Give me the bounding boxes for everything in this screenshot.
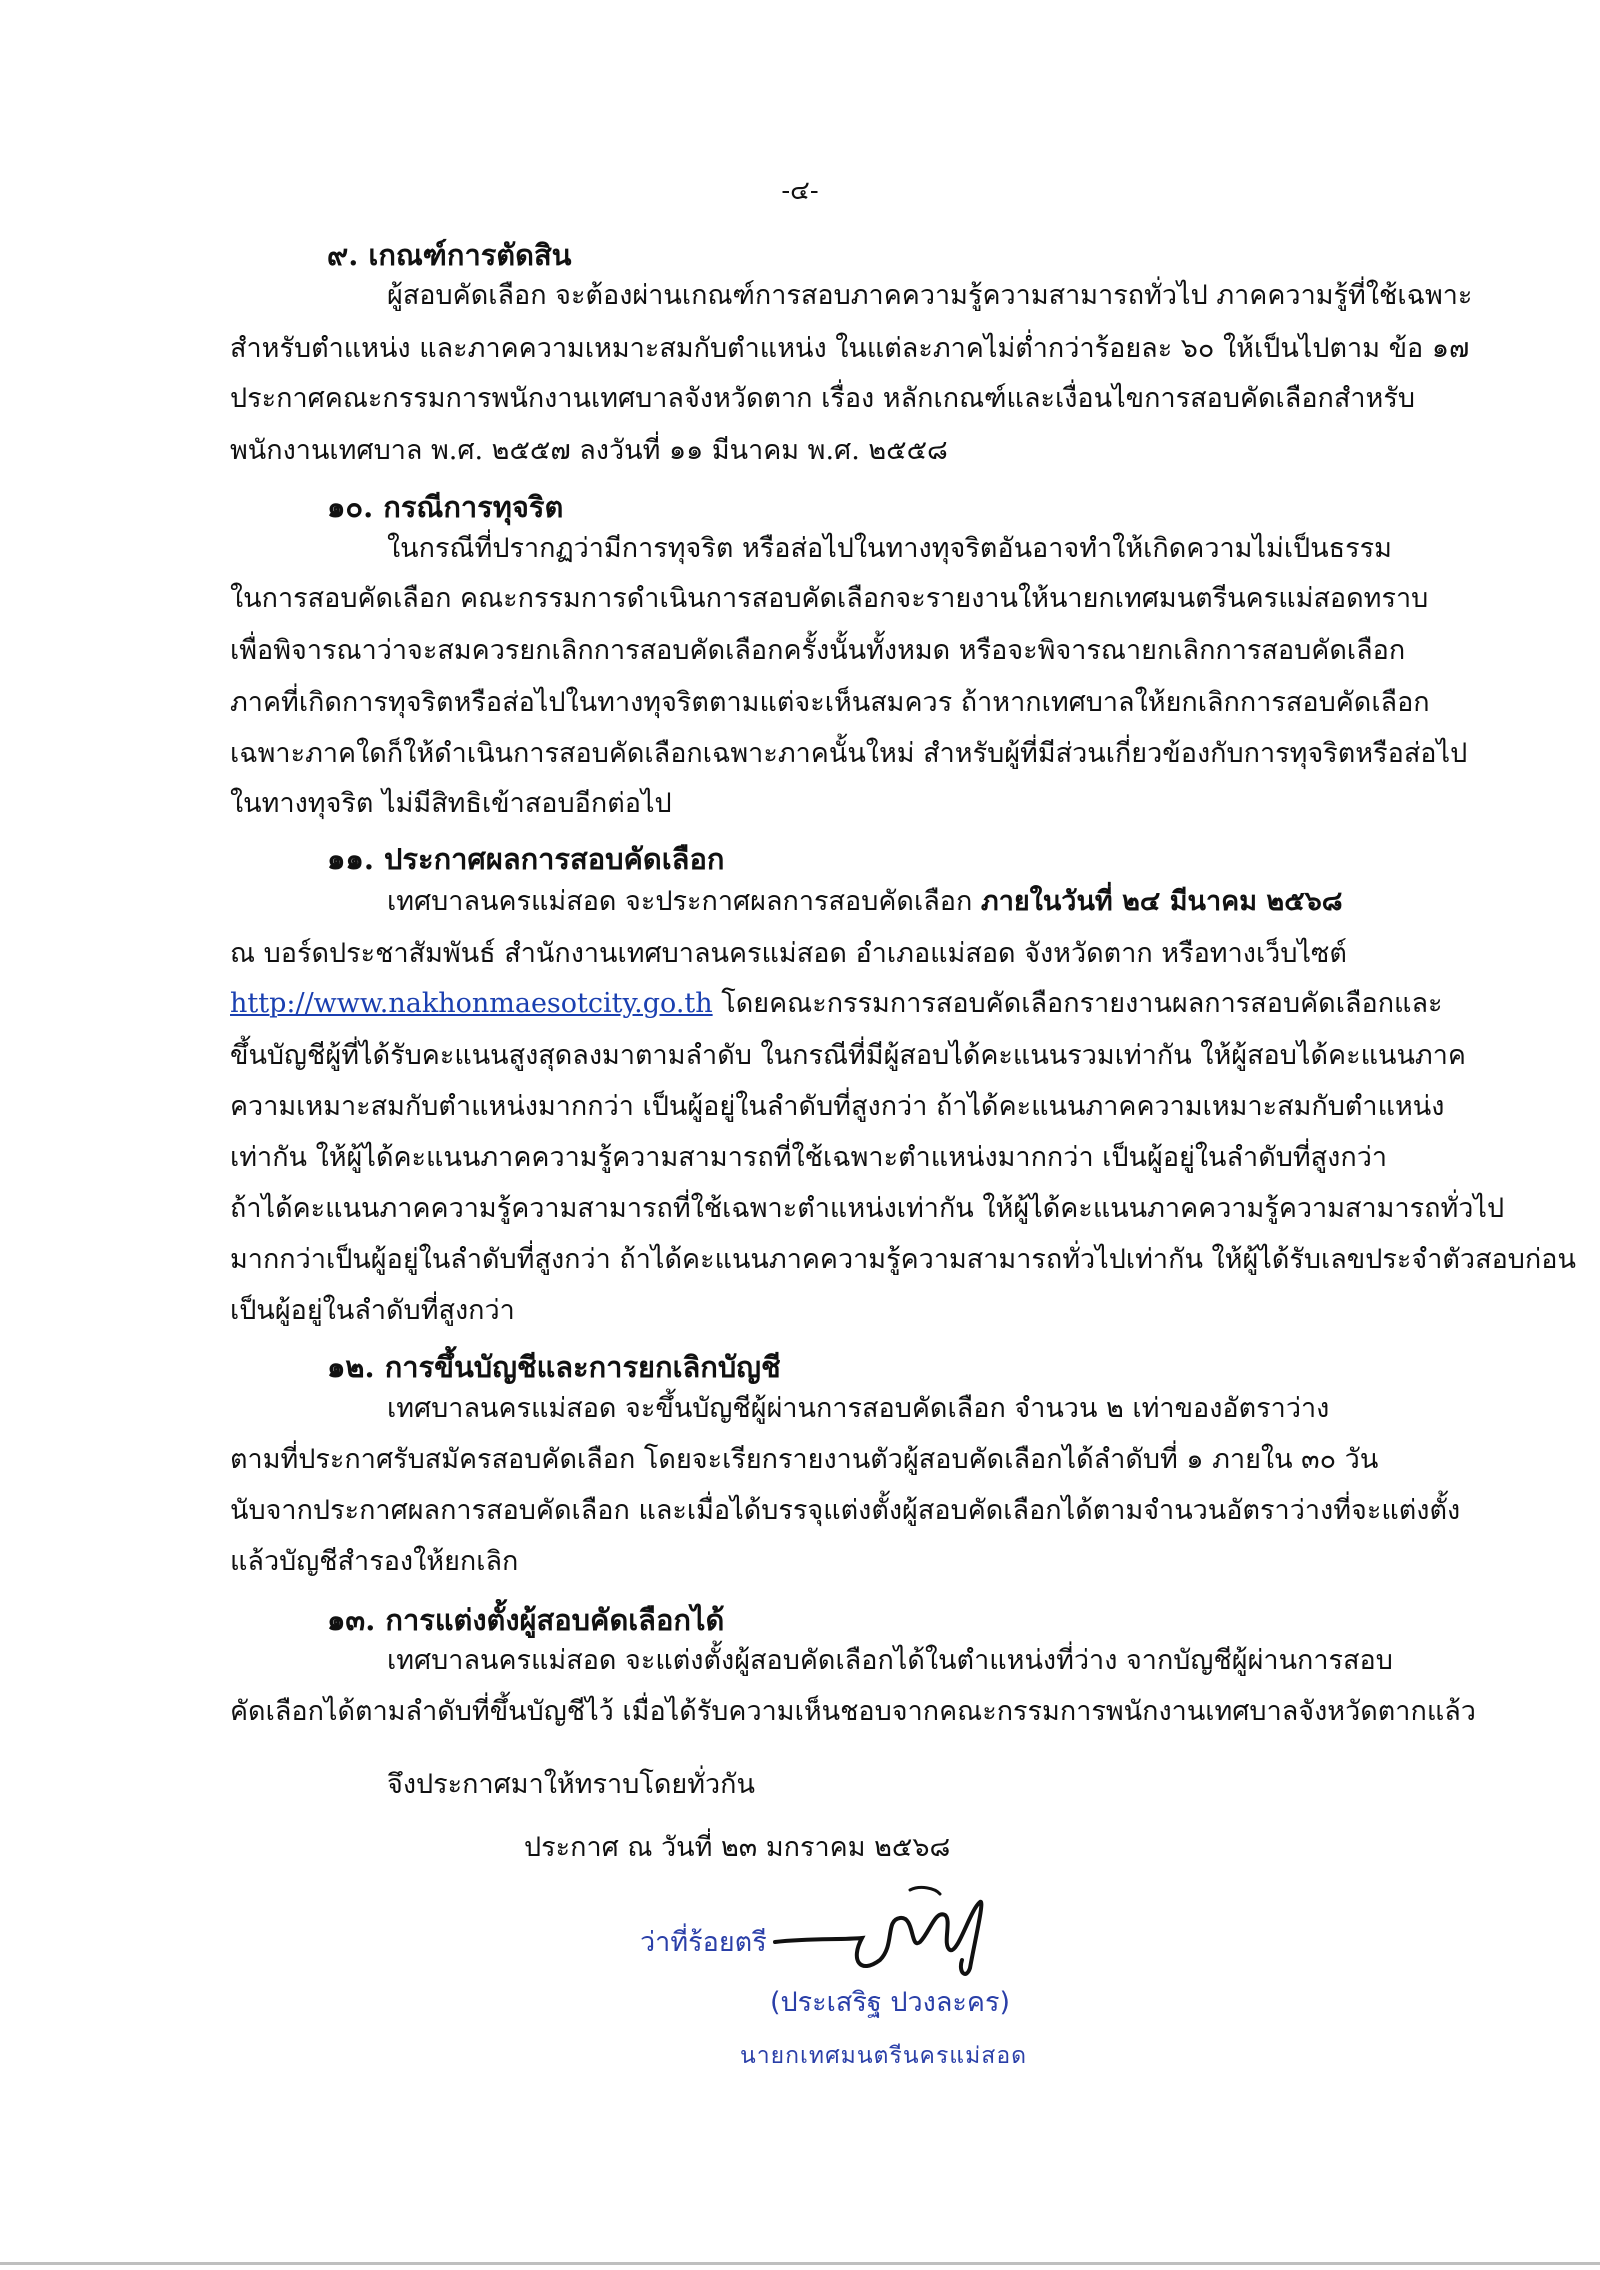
closing-statement: จึงประกาศมาให้ทราบโดยทั่วกัน [387, 1769, 755, 1800]
body-line: ความเหมาะสมกับตำแหน่งมากกว่า เป็นผู้อยู่ในลำดับที่สูงกว่า ถ้าได้คะแนนภาคความเหมาะสมกับตำแหน่ง [230, 1091, 1445, 1122]
body-line: ขึ้นบัญชีผู้ที่ได้รับคะแนนสูงสุดลงมาตามลำดับ ในกรณีที่มีผู้สอบได้คะแนนรวมเท่ากัน ให้ผู้สอบได้คะแนนภาค [230, 1040, 1466, 1071]
heading-fraud: ๑๐. กรณีการทุจริต [327, 490, 564, 524]
signature-block [600, 1880, 1100, 2080]
body-line: นับจากประกาศผลการสอบคัดเลือก และเมื่อได้บรรจุแต่งตั้งผู้สอบคัดเลือกได้ตามจำนวนอัตราว่างที่จะแต่งตั้ง [230, 1495, 1461, 1526]
body-line: ประกาศคณะกรรมการพนักงานเทศบาลจังหวัดตาก เรื่อง หลักเกณฑ์และเงื่อนไขการสอบคัดเลือกสำหรับ [230, 383, 1415, 414]
handwritten-signature [770, 1880, 1010, 1990]
heading-criteria: ๙. เกณฑ์การตัดสิน [327, 238, 572, 272]
results-intro: เทศบาลนครแม่สอด จะประกาศผลการสอบคัดเลือก [387, 886, 981, 917]
signer-position: นายกเทศมนตรีนครแม่สอด [740, 2043, 1028, 2069]
body-line: แล้วบัญชีสำรองให้ยกเลิก [230, 1546, 519, 1577]
body-line [230, 990, 1443, 1017]
body-line: ผู้สอบคัดเลือก จะต้องผ่านเกณฑ์การสอบภาคความรู้ความสามารถทั่วไป ภาคความรู้ที่ใช้เฉพาะ [387, 280, 1473, 311]
signer-rank: ว่าที่ร้อยตรี [640, 1927, 767, 1958]
body-line [387, 888, 1343, 915]
body-line: เฉพาะภาคใดก็ให้ดำเนินการสอบคัดเลือกเฉพาะภาคนั้นใหม่ สำหรับผู้ที่มีส่วนเกี่ยวข้องกับการทุจริตหรือส่อไป [230, 738, 1468, 769]
body-line: เพื่อพิจารณาว่าจะสมควรยกเลิกการสอบคัดเลือกครั้งนั้นทั้งหมด หรือจะพิจารณายกเลิกการสอบคัดเลือก [230, 635, 1406, 666]
body-line: เทศบาลนครแม่สอด จะแต่งตั้งผู้สอบคัดเลือกได้ในตำแหน่งที่ว่าง จากบัญชีผู้ผ่านการสอบ [387, 1645, 1393, 1676]
results-date: ภายในวันที่ ๒๔ มีนาคม ๒๕๖๘ [980, 886, 1343, 917]
body-line: ในทางทุจริต ไม่มีสิทธิเข้าสอบอีกต่อไป [230, 788, 672, 819]
body-line: เท่ากัน ให้ผู้ได้คะแนนภาคความรู้ความสามารถที่ใช้เฉพาะตำแหน่งมากกว่า เป็นผู้อยู่ในลำดับที่สูงกว่า [230, 1142, 1388, 1173]
body-line: ถ้าได้คะแนนภาคความรู้ความสามารถที่ใช้เฉพาะตำแหน่งเท่ากัน ให้ผู้ได้คะแนนภาคความรู้ความสามารถทั่วไป [230, 1193, 1505, 1224]
body-line: มากกว่าเป็นผู้อยู่ในลำดับที่สูงกว่า ถ้าได้คะแนนภาคความรู้ความสามารถทั่วไปเท่ากัน ให้ผู้ได้รับเลขประจำตัวสอบก่อน [230, 1244, 1576, 1275]
heading-results: ๑๑. ประกาศผลการสอบคัดเลือก [327, 842, 725, 876]
results-line-rest: โดยคณะกรรมการสอบคัดเลือกรายงานผลการสอบคัดเลือกและ [712, 988, 1443, 1019]
body-line: เทศบาลนครแม่สอด จะขึ้นบัญชีผู้ผ่านการสอบคัดเลือก จำนวน ๒ เท่าของอัตราว่าง [387, 1393, 1330, 1424]
body-line: ตามที่ประกาศรับสมัครสอบคัดเลือก โดยจะเรียกรายงานตัวผู้สอบคัดเลือกได้ลำดับที่ ๑ ภายใน ๓๐ วัน [230, 1444, 1379, 1475]
body-line: คัดเลือกได้ตามลำดับที่ขึ้นบัญชีไว้ เมื่อได้รับความเห็นชอบจากคณะกรรมการพนักงานเทศบาลจังหวัดตากแล้ว [230, 1696, 1476, 1727]
body-line: ในกรณีที่ปรากฏว่ามีการทุจริต หรือส่อไปในทางทุจริตอันอาจทำให้เกิดความไม่เป็นธรรม [387, 533, 1392, 564]
signer-name: (ประเสริฐ ปวงละคร) [770, 1987, 1010, 2018]
page-number: -๔- [781, 176, 819, 206]
website-link[interactable]: http://www.nakhonmaesotcity.go.th [230, 988, 713, 1019]
body-line: ในการสอบคัดเลือก คณะกรรมการดำเนินการสอบคัดเลือกจะรายงานให้นายกเทศมนตรีนครแม่สอดทราบ [230, 583, 1429, 614]
body-line: พนักงานเทศบาล พ.ศ. ๒๕๕๗ ลงวันที่ ๑๑ มีนาคม พ.ศ. ๒๕๕๘ [230, 435, 948, 466]
body-line: เป็นผู้อยู่ในลำดับที่สูงกว่า [230, 1295, 515, 1326]
announcement-date: ประกาศ ณ วันที่ ๒๓ มกราคม ๒๕๖๘ [524, 1832, 951, 1863]
bottom-edge-line [0, 2262, 1600, 2265]
body-line: ณ บอร์ดประชาสัมพันธ์ สำนักงานเทศบาลนครแม่สอด อำเภอแม่สอด จังหวัดตาก หรือทางเว็บไซต์ [230, 938, 1347, 969]
heading-list: ๑๒. การขึ้นบัญชีและการยกเลิกบัญชี [327, 1350, 781, 1384]
body-line: ภาคที่เกิดการทุจริตหรือส่อไปในทางทุจริตตามแต่จะเห็นสมควร ถ้าหากเทศบาลให้ยกเลิกการสอบคัดเลือก [230, 687, 1430, 718]
body-line: สำหรับตำแหน่ง และภาคความเหมาะสมกับตำแหน่ง ในแต่ละภาคไม่ต่ำกว่าร้อยละ ๖๐ ให้เป็นไปตาม ข้อ ๑๗ [230, 333, 1470, 364]
heading-appointment: ๑๓. การแต่งตั้งผู้สอบคัดเลือกได้ [327, 1603, 725, 1637]
